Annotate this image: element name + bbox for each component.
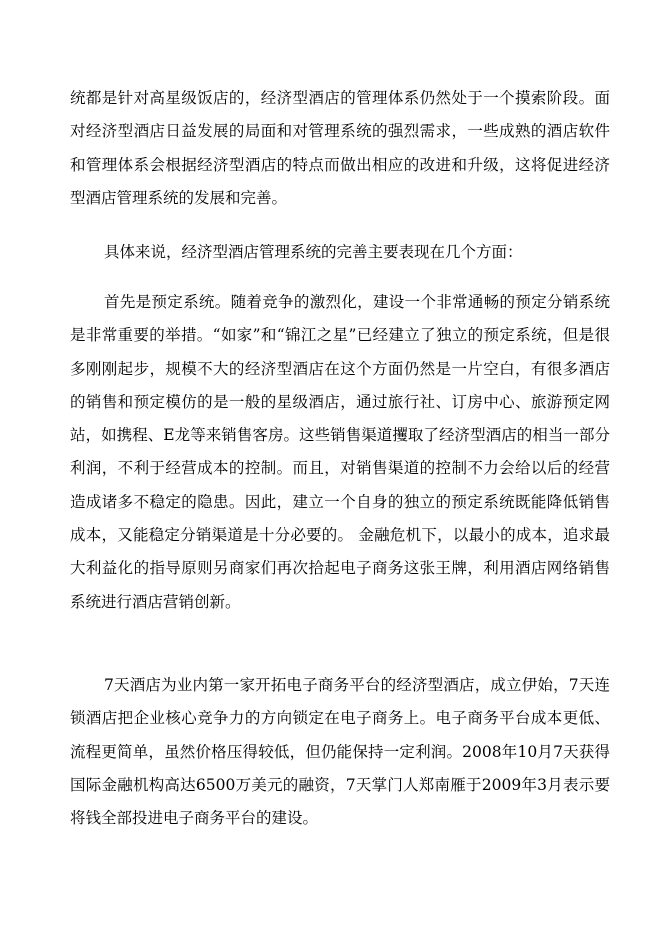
paragraph-reservation-system: 首先是预定系统。随着竞争的激烈化，建设一个非常通畅的预定分销系统是非常重要的举措。“如家”和“锦江之星”已经建立了独立的预定系统，但是很多刚刚起步，规模不大的经济型酒店在这个方面仍然是一片空白，有很多酒店的销售和预定模仿的是一般的星级酒店，通过旅行社、订房中心、旅游预定网站，如携程、E龙等来销售客房。这些销售渠道攫取了经济型酒店的相当一部分利润，不利于经营成本的控制。而且，对销售渠道的控制不力会给以后的经营造成诸多不稳定的隐患。因此，建立一个自身的独立的预定系统既能降低销售成本，又能稳定分销渠道是十分必要的。 金融危机下，以最小的成本，追求最大利益化的指导原则另商家们再次拾起电子商务这张王牌，利用酒店网络销售系统进行酒店营销创新。 [70, 293, 610, 611]
paragraph-improvement-aspects: 具体来说，经济型酒店管理系统的完善主要表现在几个方面： [104, 243, 523, 261]
paragraph-management-system-status: 统都是针对高星级饭店的，经济型酒店的管理体系仍然处于一个摸索阶段。面对经济型酒店日益发展的局面和对管理系统的强烈需求，一些成熟的酒店软件和管理体系会根据经济型酒店的特点而做出相应的改进和升级，这将促进经济型酒店管理系统的发展和完善。 [70, 89, 610, 207]
paragraph-7days-ecommerce: 7天酒店为业内第一家开拓电子商务平台的经济型酒店，成立伊始，7天连锁酒店把企业核心竞争力的方向锁定在电子商务上。电子商务平台成本更低、流程更简单，虽然价格压得较低，但仍能保持一定利润。2008年10月7天获得国际金融机构高达6500万美元的融资，7天掌门人郑南雁于2009年3月表示要将钱全部投进电子商务平台的建设。 [70, 676, 610, 828]
